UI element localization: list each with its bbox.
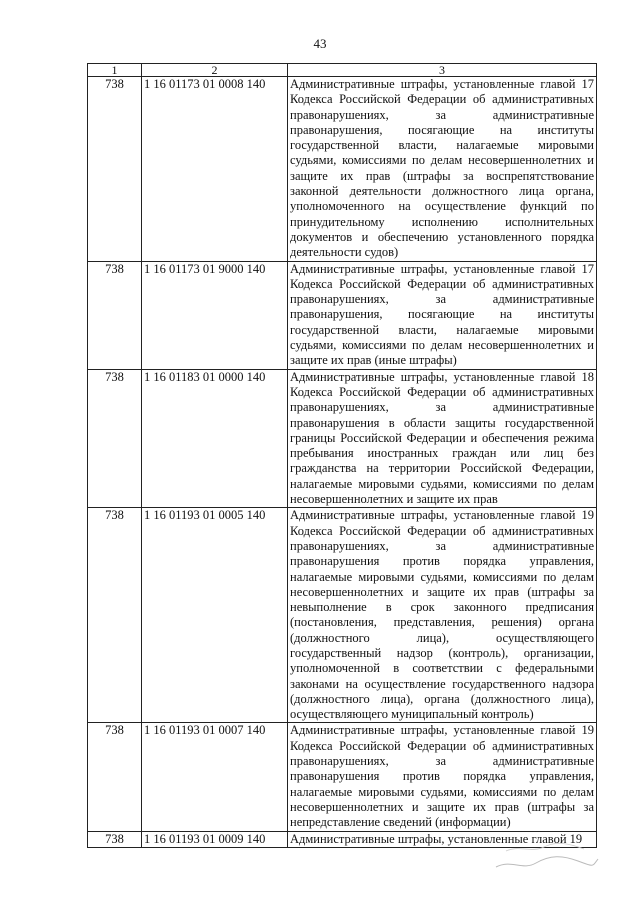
- description-cell: Административные штрафы, установленные главой 19 Кодекса Российской Федерации об административных правонарушениях, за административные правонарушения против порядка управления, налагаемые мировыми судьями, комиссиями по делам несовершеннолетних и защите их прав (штрафы за непредставление сведений (информации): [288, 723, 597, 831]
- kbk-code-cell: 1 16 01173 01 0008 140: [142, 77, 288, 262]
- table-row: [88, 723, 597, 831]
- table-row: [88, 77, 597, 262]
- kbk-code-cell: 1 16 01193 01 0009 140: [142, 831, 288, 847]
- column-header-2: 2: [142, 64, 288, 77]
- signature-mark: [492, 837, 602, 877]
- admin-code-cell: 738: [88, 261, 142, 369]
- table-row: [88, 261, 597, 369]
- kbk-code-cell: 1 16 01183 01 0000 140: [142, 369, 288, 508]
- page-number: 43: [313, 36, 327, 51]
- table-row: [88, 369, 597, 508]
- description-cell: Административные штрафы, установленные главой 18 Кодекса Российской Федерации об административных правонарушениях, за административные правонарушения в области защиты государственной границы Российской Федерации и обеспечения режима пребывания иностранных граждан или лиц без гражданства на территории Российской Федерации, налагаемые мировыми судьями, комиссиями по делам несовершеннолетних и защите их прав: [288, 369, 597, 508]
- description-cell: Административные штрафы, установленные главой 17 Кодекса Российской Федерации об административных правонарушениях, за административные правонарушения, посягающие на институты государственной власти, налагаемые мировыми судьями, комиссиями по делам несовершеннолетних и защите их прав (иные штрафы): [288, 261, 597, 369]
- column-header-3: 3: [288, 64, 597, 77]
- description-cell: Административные штрафы, установленные главой 19 Кодекса Российской Федерации об административных правонарушениях, за административные правонарушения против порядка управления, налагаемые мировыми судьями, комиссиями по делам несовершеннолетних и защите их прав (штрафы за невыполнение в срок законного предписания (постановления, представления, решения) органа (должностного лица), осуществляющего государственный надзор (контроль), организации, уполномоченной в соответствии с федеральными законами на осуществление государственного надзора (должностного лица), органа (должностного лица), осуществляющего муниципальный контроль): [288, 508, 597, 723]
- admin-code-cell: 738: [88, 369, 142, 508]
- description-cell: Административные штрафы, установленные главой 19: [288, 831, 597, 847]
- admin-code-cell: 738: [88, 77, 142, 262]
- table-row: [88, 508, 597, 723]
- kbk-code-cell: 1 16 01193 01 0007 140: [142, 723, 288, 831]
- kbk-code-cell: 1 16 01193 01 0005 140: [142, 508, 288, 723]
- admin-code-cell: 738: [88, 723, 142, 831]
- admin-code-cell: 738: [88, 508, 142, 723]
- column-header-1: 1: [88, 64, 142, 77]
- budget-classification-table: [87, 63, 597, 848]
- table-header-row: [88, 64, 597, 77]
- description-cell: Административные штрафы, установленные главой 17 Кодекса Российской Федерации об административных правонарушениях, за административные правонарушения, посягающие на институты государственной власти, налагаемые мировыми судьями, комиссиями по делам несовершеннолетних и защите их прав (штрафы за воспрепятствование законной деятельности должностного лица органа, уполномоченного на осуществление функций по принудительному исполнению исполнительных документов и обеспечению установленного порядка деятельности судов): [288, 77, 597, 262]
- admin-code-cell: 738: [88, 831, 142, 847]
- kbk-code-cell: 1 16 01173 01 9000 140: [142, 261, 288, 369]
